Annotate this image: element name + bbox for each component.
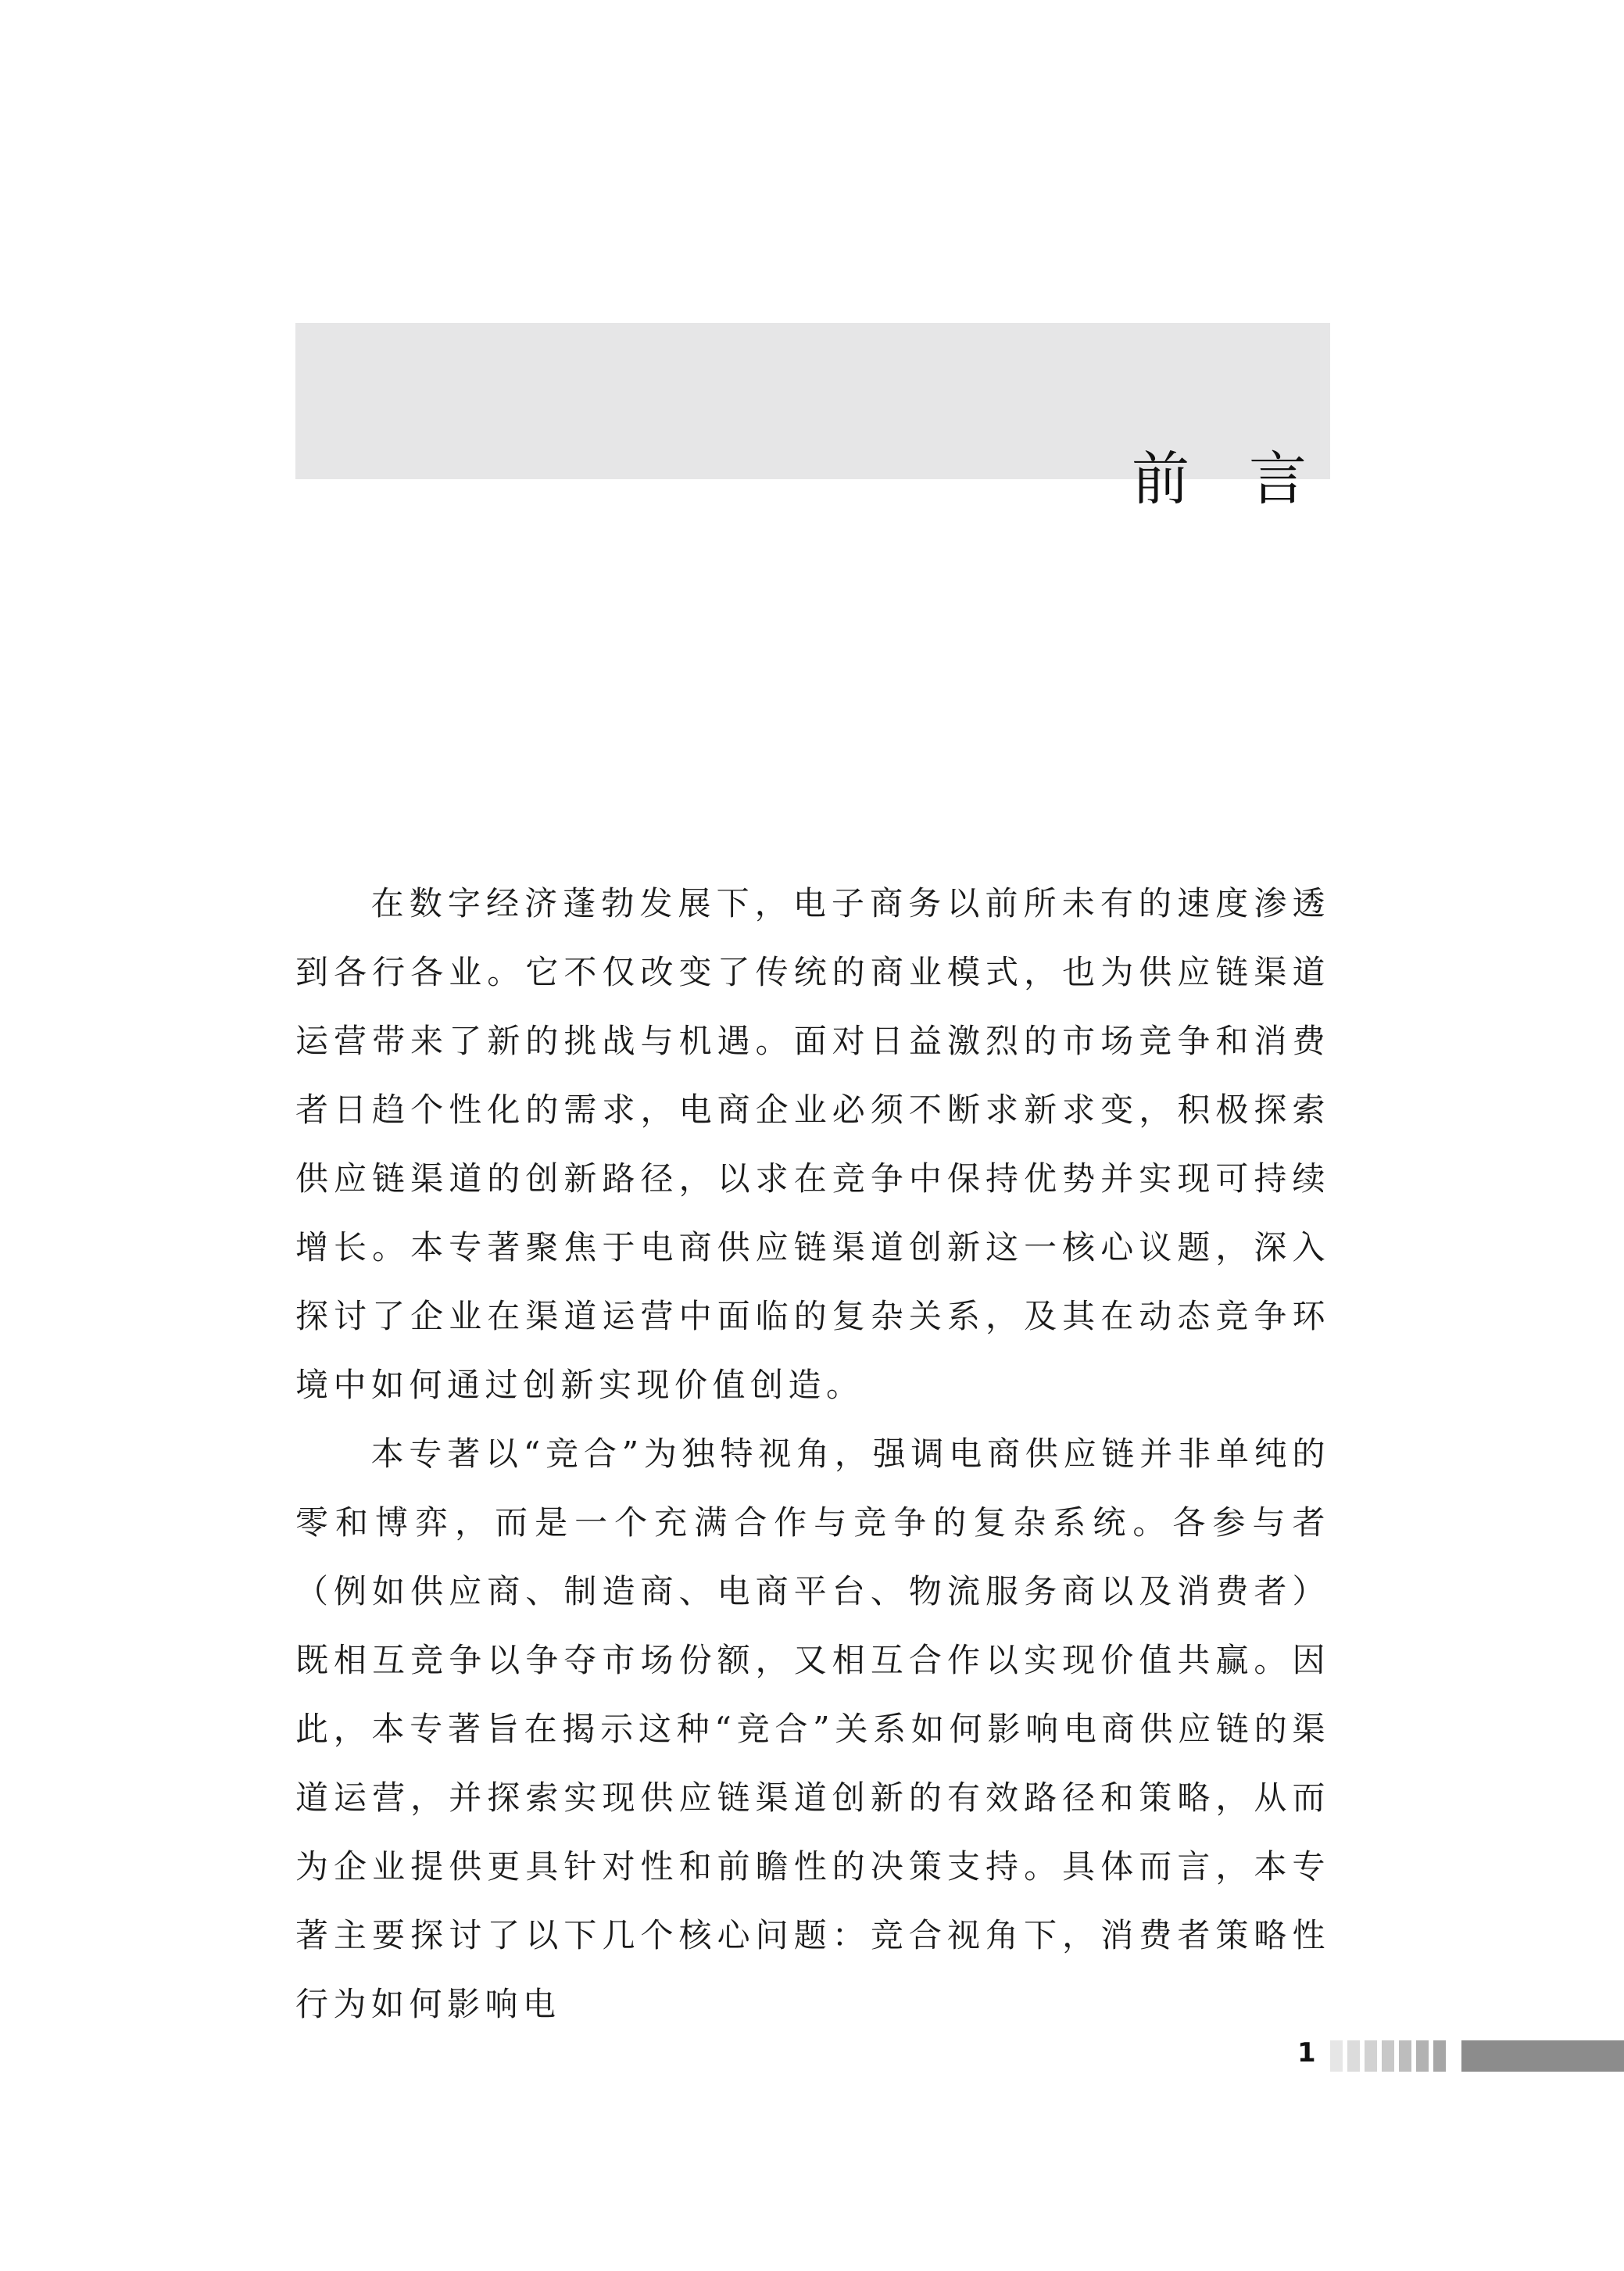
paragraph-2: 本专著以“竞合”为独特视角，强调电商供应链并非单纯的零和博弈，而是一个充满合作与竞争的复杂系统。各参与者（例如供应商、制造商、电商平台、物流服务商以及消费者）既相互竞争以争夺市场份额，又相互合作以实现价值共赢。因此，本专著旨在揭示这种“竞合”关系如何影响电商供应链的渠道运营，并探索实现供应链渠道创新的有效路径和策略，从而为企业提供更具针对性和前瞻性的决策支持。具体而言，本专著主要探讨了以下几个核心问题：竞合视角下，消费者策略性行为如何影响电 <box>295 1435 1330 2023</box>
stripe <box>1330 2040 1343 2072</box>
page-number: 1 <box>1297 2037 1316 2069</box>
page-stripes <box>1330 2040 1446 2072</box>
stripe <box>1347 2040 1360 2072</box>
page-footer <box>0 2037 1624 2072</box>
chapter-title: 前言 <box>1132 446 1366 513</box>
stripe <box>1399 2040 1411 2072</box>
stripe <box>1416 2040 1429 2072</box>
body-text <box>295 869 1330 2039</box>
stripe <box>1433 2040 1446 2072</box>
page-bar <box>1461 2040 1624 2072</box>
stripe <box>1365 2040 1377 2072</box>
paragraph-1: 在数字经济蓬勃发展下，电子商务以前所未有的速度渗透到各行各业。它不仅改变了传统的商业模式，也为供应链渠道运营带来了新的挑战与机遇。面对日益激烈的市场竞争和消费者日趋个性化的需求，电商企业必须不断求新求变，积极探索供应链渠道的创新路径，以求在竞争中保持优势并实现可持续增长。本专著聚焦于电商供应链渠道创新这一核心议题，深入探讨了企业在渠道运营中面临的复杂关系，及其在动态竞争环境中如何通过创新实现价值创造。 <box>295 884 1330 1404</box>
stripe <box>1382 2040 1394 2072</box>
